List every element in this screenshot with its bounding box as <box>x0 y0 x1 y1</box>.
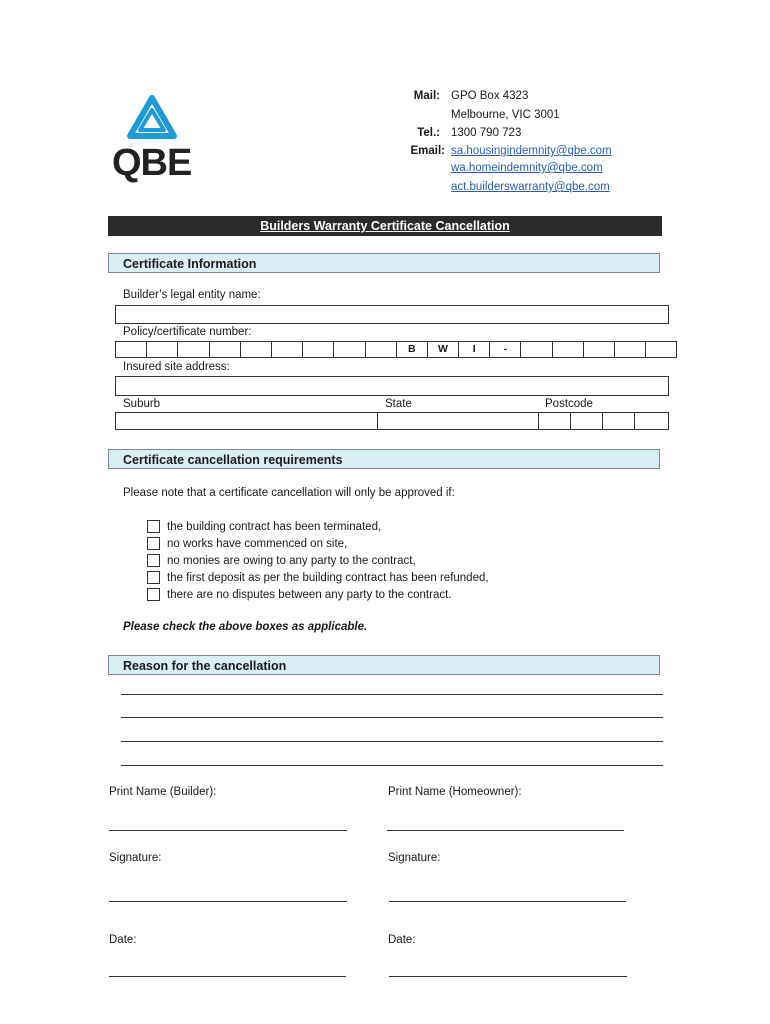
qbe-wordmark: QBE <box>112 142 192 184</box>
email-link-sa[interactable]: sa.housingindemnity@qbe.com <box>451 145 612 157</box>
policy-cell[interactable] <box>552 341 584 358</box>
policy-cell[interactable] <box>583 341 615 358</box>
tel-label: Tel.: <box>417 127 440 139</box>
postcode-label: Postcode <box>545 398 593 410</box>
state-field[interactable] <box>377 412 539 430</box>
policy-cell[interactable] <box>146 341 178 358</box>
policy-cell-prefix-i: I <box>458 341 490 358</box>
policy-cell-prefix-w: W <box>427 341 459 358</box>
tel-value: 1300 790 723 <box>451 127 522 139</box>
requirement-item <box>147 537 347 550</box>
mail-line2: Melbourne, VIC 3001 <box>451 109 560 121</box>
qbe-knot-logo-icon <box>124 94 180 142</box>
policy-cell[interactable] <box>520 341 552 358</box>
policy-cell[interactable] <box>302 341 334 358</box>
builder-date-line[interactable] <box>109 976 346 977</box>
builder-date-label: Date: <box>109 934 137 946</box>
builder-name-label: Builder’s legal entity name: <box>123 289 261 301</box>
homeowner-date-line[interactable] <box>389 976 627 977</box>
section-cancellation-requirements: Certificate cancellation requirements <box>108 449 660 469</box>
postcode-cell[interactable] <box>602 412 635 430</box>
requirement-item <box>147 571 489 584</box>
email-link-act[interactable]: act.builderswarranty@qbe.com <box>451 181 610 193</box>
postcode-cell[interactable] <box>634 412 669 430</box>
requirement-checkbox[interactable] <box>147 554 160 567</box>
builder-name-print-label: Print Name (Builder): <box>109 786 217 798</box>
section-reason-for-cancellation: Reason for the cancellation <box>108 655 660 675</box>
requirement-checkbox[interactable] <box>147 588 160 601</box>
requirement-text: no works have commenced on site, <box>167 537 348 550</box>
requirement-text: the building contract has been terminated, <box>167 520 382 533</box>
policy-cell[interactable] <box>115 341 147 358</box>
reason-line[interactable] <box>121 694 663 695</box>
form-title: Builders Warranty Certificate Cancellation <box>108 216 662 236</box>
homeowner-date-label: Date: <box>388 934 416 946</box>
email-link-wa[interactable]: wa.homeindemnity@qbe.com <box>451 162 603 174</box>
suburb-field[interactable] <box>115 412 378 430</box>
suburb-label: Suburb <box>123 398 161 410</box>
policy-number-cells <box>115 341 677 358</box>
mail-line1: GPO Box 4323 <box>451 90 529 102</box>
builder-name-field[interactable] <box>115 305 669 324</box>
policy-cell-prefix-b: B <box>396 341 428 358</box>
builder-signature-label: Signature: <box>109 852 162 864</box>
homeowner-name-line[interactable] <box>387 830 624 831</box>
site-address-field[interactable] <box>115 376 669 396</box>
check-boxes-note: Please check the above boxes as applicable. <box>123 621 368 633</box>
requirement-checkbox[interactable] <box>147 520 160 533</box>
requirement-text: no monies are owing to any party to the contract, <box>167 554 416 567</box>
reason-line[interactable] <box>121 717 663 718</box>
requirement-checkbox[interactable] <box>147 537 160 550</box>
policy-cell[interactable] <box>365 341 397 358</box>
policy-number-label: Policy/certificate number: <box>123 326 252 338</box>
suburb-state-postcode-row <box>115 412 669 430</box>
postcode-cell[interactable] <box>538 412 571 430</box>
policy-cell[interactable] <box>177 341 209 358</box>
policy-cell[interactable] <box>271 341 303 358</box>
builder-signature-line[interactable] <box>109 901 347 902</box>
policy-cell[interactable] <box>240 341 272 358</box>
policy-cell[interactable] <box>209 341 241 358</box>
section-certificate-information: Certificate Information <box>108 253 660 273</box>
policy-cell[interactable] <box>645 341 677 358</box>
homeowner-signature-line[interactable] <box>389 901 626 902</box>
reason-line[interactable] <box>121 765 663 766</box>
reason-line[interactable] <box>121 741 663 742</box>
requirement-checkbox[interactable] <box>147 571 160 584</box>
postcode-cell[interactable] <box>570 412 603 430</box>
requirement-text: the first deposit as per the building contract has been refunded, <box>167 571 489 584</box>
requirement-item <box>147 554 416 567</box>
policy-cell-dash: - <box>489 341 521 358</box>
homeowner-signature-label: Signature: <box>388 852 441 864</box>
homeowner-name-print-label: Print Name (Homeowner): <box>388 786 522 798</box>
policy-cell[interactable] <box>614 341 646 358</box>
requirement-item <box>147 588 451 601</box>
requirement-text: there are no disputes between any party to the contract. <box>167 588 452 601</box>
builder-name-line[interactable] <box>109 830 347 831</box>
site-address-label: Insured site address: <box>123 361 230 373</box>
requirements-intro: Please note that a certificate cancellation will only be approved if: <box>123 487 455 499</box>
mail-label: Mail: <box>413 90 440 102</box>
email-label: Email: <box>410 145 445 157</box>
policy-cell[interactable] <box>333 341 365 358</box>
requirement-item <box>147 520 381 533</box>
state-label: State <box>385 398 412 410</box>
